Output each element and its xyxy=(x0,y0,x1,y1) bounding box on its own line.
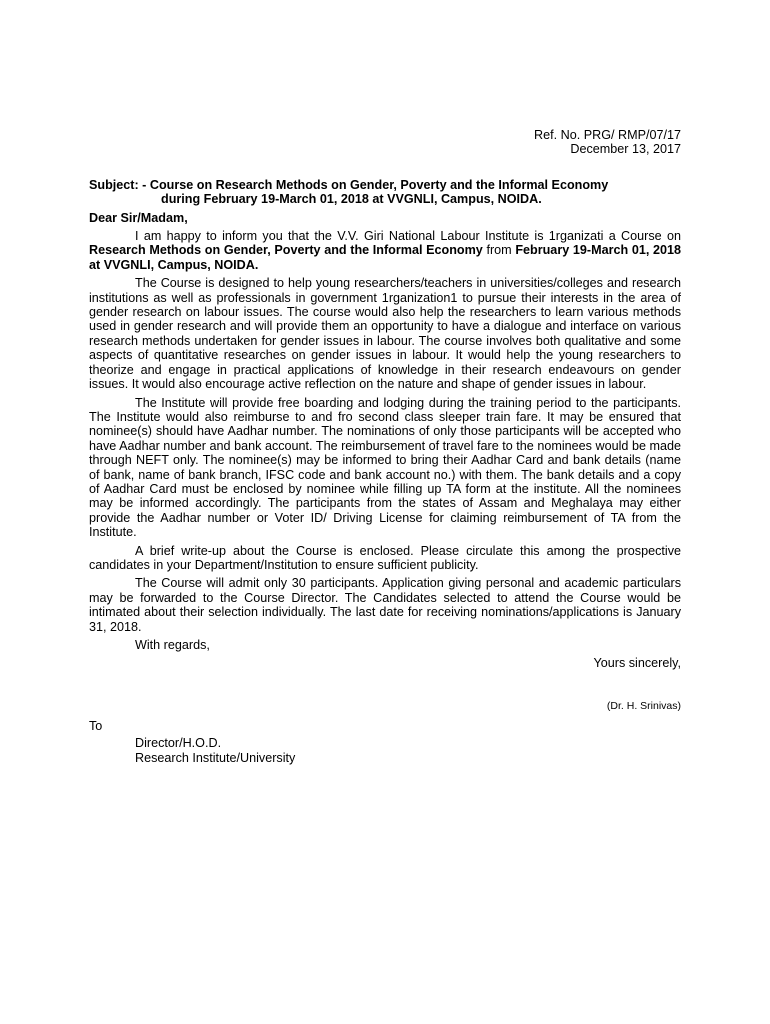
recipient-block xyxy=(89,719,681,765)
intro-text-b: from xyxy=(482,243,516,258)
addressee-line-1: Director/H.O.D. xyxy=(135,736,222,751)
circulation-paragraph: A brief write-up about the Course is enclosed. Please circulate this among the prospective candidates in your Department/Institution to ensure sufficient publicity. xyxy=(89,543,681,572)
addressee xyxy=(89,736,681,765)
subject-line-1: Subject: - Course on Research Methods on Gender, Poverty and the Informal Economy xyxy=(89,177,609,192)
intro-paragraph xyxy=(89,229,681,272)
regards-line: With regards, xyxy=(135,638,210,652)
subject-line-2: during February 19-March 01, 2018 at VVGNLI, Campus, NOIDA. xyxy=(161,192,542,207)
letter-date: December 13, 2017 xyxy=(570,142,681,157)
intro-text-a: I am happy to inform you that the V.V. Giri National Labour Institute is 1rganizati a Course on xyxy=(135,229,681,244)
logistics-paragraph: The Institute will provide free boarding and lodging during the training period to the participants. The Institute would also reimburse to and fro second class sleeper train fare. It may be ensured that nominee(s) should have Aadhar number. The nominations of only those participants will be accepted who have Aadhar number and bank account. The reimbursement of travel fare to the nominees would be made through NEFT only. The nominee(s) may be informed to bring their Aadhar Card and bank details (name of bank, name of bank branch, IFSC code and bank account no.) with them. The bank details and a copy of Aadhar Card must be enclosed by nominee while filling up TA form at the institute. All the nominees may be informed accordingly. The participants from the states of Assam and Meghalaya may either provide the Aadhar number or Voter ID/ Driving License for claiming reimbursement of TA from the Institute. xyxy=(89,395,681,540)
course-design-paragraph: The Course is designed to help young researchers/teachers in universities/colleges and research institutions as well as professionals in government 1rganization1 to pursue their interests in the area of gender research on labour issues. The course would also help the researchers to learn various methods used in gender research and will provide them an opportunity to have a dialogue and interface on various research methods undertaken for gender issues in labour. The course involves both qualitative and some aspects of quantitative researches on gender issues in labour. It would help the young researchers to theorize and engage in practical applications of knowledge in their research endeavours on gender issues. It would also encourage active reflection on the nature and shape of gender issues in labour. xyxy=(89,276,681,392)
subject-line xyxy=(89,178,681,207)
addressee-line-2: Research Institute/University xyxy=(135,750,296,765)
reference-block xyxy=(89,128,681,157)
reference-number: Ref. No. PRG/ RMP/07/17 xyxy=(534,128,681,142)
intro-course-title: Research Methods on Gender, Poverty and the Informal Economy xyxy=(89,243,483,258)
letter-body xyxy=(89,128,681,765)
signatory-name: (Dr. H. Srinivas) xyxy=(606,699,681,712)
admission-paragraph: The Course will admit only 30 participants. Application giving personal and academic particulars may be forwarded to the Course Director. The Candidates selected to attend the Course would be intimated about their selection individually. The last date for receiving nominations/applications is January 31, 2018. xyxy=(89,576,681,634)
sign-off: Yours sincerely, xyxy=(593,656,681,671)
salutation: Dear Sir/Madam, xyxy=(89,210,188,225)
intro-course-dates: February 19-March 01, 2018 at VVGNLI, Campus, NOIDA. xyxy=(89,243,681,272)
to-label: To xyxy=(89,718,103,733)
